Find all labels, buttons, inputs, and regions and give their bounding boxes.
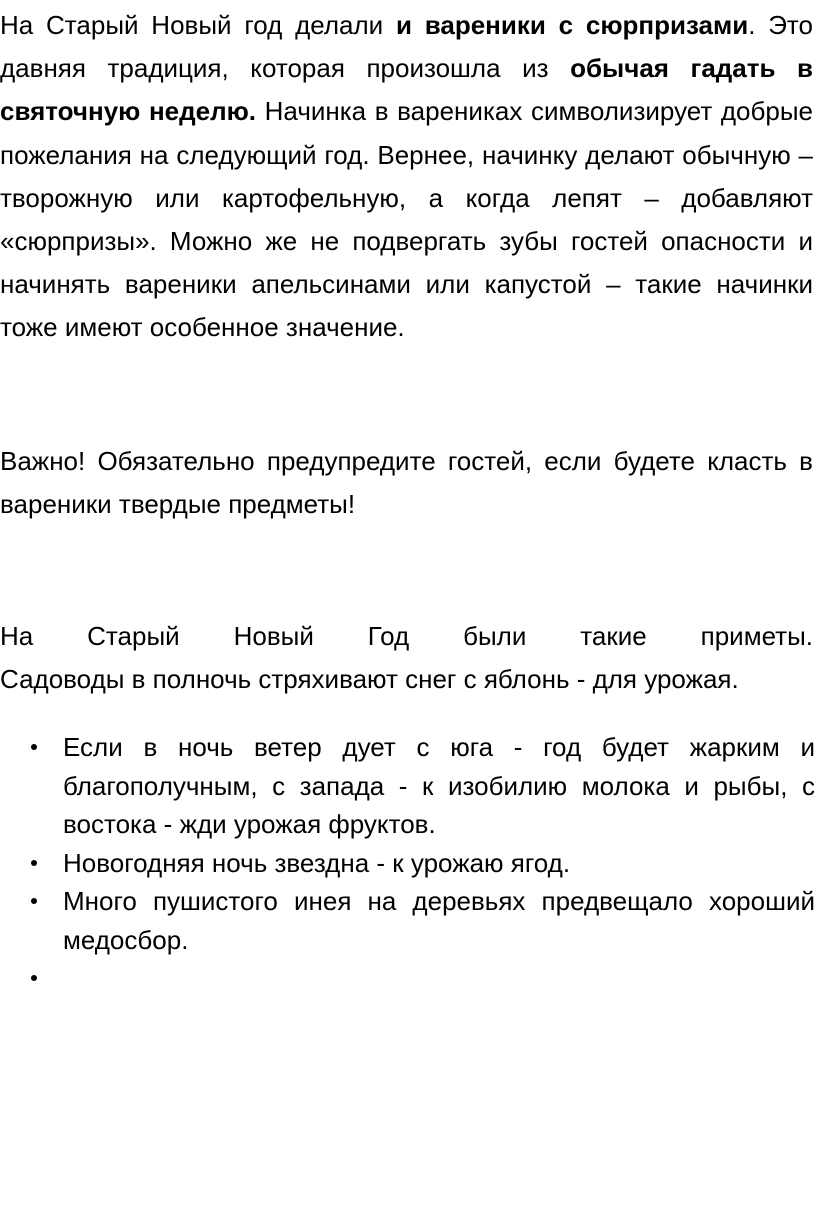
omens-gardeners-line: Садоводы в полночь стряхивают снег с яблонь - для урожая. <box>0 664 739 695</box>
omens-list <box>0 728 816 999</box>
list-item-text: Много пушистого инея на деревьях предвещало хороший медосбор. <box>63 886 815 955</box>
list-item <box>0 844 815 883</box>
bullet-icon <box>31 860 37 866</box>
list-item-text: Новогодняя ночь звездна - к урожаю ягод. <box>63 847 571 878</box>
omens-intro-line: На Старый Новый Год были такие приметы. <box>0 621 813 651</box>
paragraph-text: Начинка в варениках символизирует добрые пожелания на следующий год. Вернее, начинку делают обычную – творожную или картофельную, а когда лепят – добавляют «сюрпризы». Можно же не подвергать зубы гостей опасности и начинять вареники апельсинами или капустой – такие начинки тоже имеют особенное значение. <box>0 96 814 343</box>
bold-phrase-custom: обычая гадать в святочную неделю. <box>0 53 813 127</box>
list-item <box>0 728 815 844</box>
paragraph-omens-intro <box>0 615 813 701</box>
list-item <box>0 959 815 999</box>
list-item-text: Если в ночь ветер дует с юга - год будет жарким и благополучным, с запада - к изобилию молока и рыбы, с востока - жди урожая фруктов. <box>63 732 815 839</box>
paragraph-warning: Важно! Обязательно предупредите гостей, если будете класть в вареники твердые предметы! <box>0 446 813 520</box>
paragraph-vareniki <box>0 4 813 350</box>
list-item <box>0 882 815 959</box>
paragraph-text: На Старый Новый год делали <box>0 10 384 40</box>
paragraph-text: . Это давняя традиция, которая произошла из <box>0 10 813 84</box>
bullet-icon <box>31 975 37 981</box>
bold-phrase-vareniki: и вареники с сюрпризами <box>395 10 749 40</box>
bullet-icon <box>31 898 37 904</box>
bullet-icon <box>31 744 37 750</box>
